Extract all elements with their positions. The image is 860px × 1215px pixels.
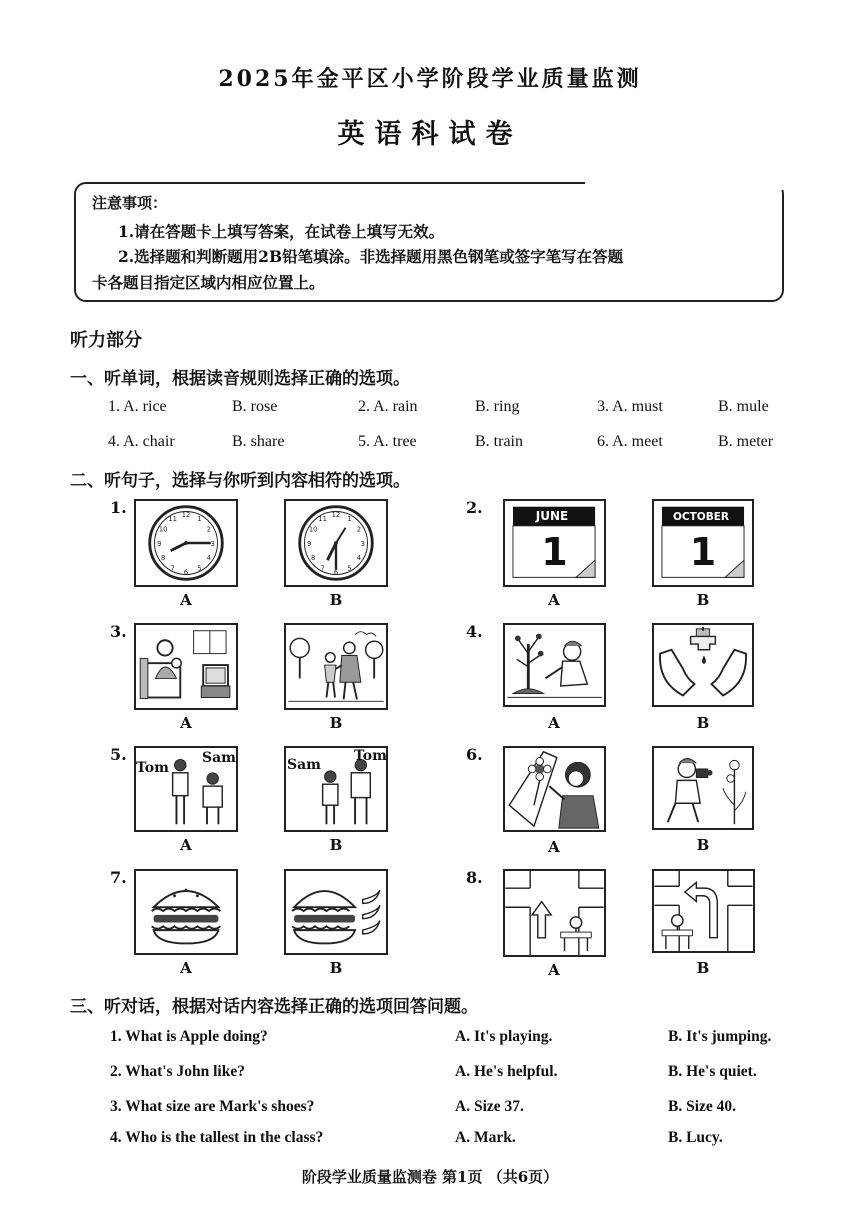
q5a-name-tom: Tom xyxy=(136,760,169,776)
s2-number-8: 8. xyxy=(466,868,483,887)
s2-number-3: 3. xyxy=(110,622,127,641)
s1-item-5-b: B. train xyxy=(475,433,523,450)
q5a-name-sam: Sam xyxy=(202,750,236,766)
planting-tree-picture xyxy=(503,623,606,707)
q3-label-a: A xyxy=(180,714,192,732)
s3-question-1-b: B. It's jumping. xyxy=(668,1028,772,1045)
svg-text:6: 6 xyxy=(183,568,189,577)
clock-quarter-past-eight-icon xyxy=(136,501,236,585)
clock-b-picture xyxy=(284,499,388,587)
hamburger-picture xyxy=(134,869,238,955)
q4-label-a: A xyxy=(548,714,560,732)
q5-label-a: A xyxy=(180,836,192,854)
svg-text:2: 2 xyxy=(206,525,212,534)
turn-left-picture xyxy=(652,869,755,953)
s2-number-5: 5. xyxy=(110,745,127,764)
page-footer: 阶段学业质量监测卷 第1页 （共6页） xyxy=(301,1168,559,1186)
girl-taking-photo-icon xyxy=(654,748,752,828)
svg-text:1: 1 xyxy=(197,515,202,524)
svg-text:8: 8 xyxy=(160,554,166,563)
s1-item-6-b: B. meter xyxy=(718,433,774,450)
s2-number-4: 4. xyxy=(466,622,483,641)
svg-text:8: 8 xyxy=(310,554,316,563)
s1-item-2-b: B. ring xyxy=(475,398,520,415)
calendar-a-day: 1 xyxy=(541,530,568,574)
hamburger-with-peppers-icon xyxy=(286,871,386,953)
s3-question-2-b: B. He's quiet. xyxy=(668,1063,757,1080)
q6-label-a: A xyxy=(548,838,560,856)
hamburger-icon xyxy=(136,871,236,953)
notice-line-3: 卡各题目指定区域内相应位置上。 xyxy=(92,273,325,292)
park-walk-picture xyxy=(284,623,388,710)
q7-label-b: B xyxy=(329,959,343,977)
s3-question-3-a: A. Size 37. xyxy=(455,1098,524,1115)
q2-label-b: B xyxy=(696,591,710,609)
exam-subtitle: 英语科试卷 xyxy=(337,119,523,150)
q3-label-b: B xyxy=(329,714,343,732)
go-straight-map-icon xyxy=(505,871,604,955)
svg-text:11: 11 xyxy=(168,515,177,524)
q6-label-b: B xyxy=(696,836,710,854)
svg-text:1: 1 xyxy=(347,515,352,524)
notice-title: 注意事项： xyxy=(92,194,168,212)
s1-item-1-a: 1. A. rice xyxy=(108,398,167,415)
s1-item-4-a: 4. A. chair xyxy=(108,433,175,450)
svg-text:3: 3 xyxy=(360,539,365,548)
s1-item-1-b: B. rose xyxy=(232,398,278,415)
svg-text:9: 9 xyxy=(157,539,162,548)
clock-a-picture xyxy=(134,499,238,587)
photo-picture xyxy=(652,746,754,830)
family-watching-tv-icon xyxy=(136,625,236,708)
q1-label-a: A xyxy=(180,591,192,609)
svg-text:7: 7 xyxy=(170,564,175,573)
calendar-b-month: OCTOBER xyxy=(673,511,729,523)
s1-item-3-a: 3. A. must xyxy=(597,398,663,415)
girl-drawing-flower-icon xyxy=(505,748,604,830)
svg-text:7: 7 xyxy=(320,564,325,573)
svg-text:3: 3 xyxy=(210,539,215,548)
q1-label-b: B xyxy=(329,591,343,609)
svg-text:11: 11 xyxy=(318,515,327,524)
section2-title: 二、听句子，选择与你听到内容相符的选项。 xyxy=(70,471,410,491)
q8-label-a: A xyxy=(548,961,560,979)
calendar-a-month: JUNE xyxy=(535,509,569,523)
svg-text:5: 5 xyxy=(197,564,202,573)
hamburger-fries-picture xyxy=(284,869,388,955)
s1-item-2-a: 2. A. rain xyxy=(358,398,418,415)
s1-item-3-b: B. mule xyxy=(718,398,769,415)
svg-text:6: 6 xyxy=(333,568,339,577)
svg-text:10: 10 xyxy=(308,525,318,534)
s2-number-2: 2. xyxy=(466,498,483,517)
s2-number-6: 6. xyxy=(466,745,483,764)
q5b-name-sam: Sam xyxy=(287,757,321,773)
svg-text:5: 5 xyxy=(347,564,352,573)
s3-question-1: 1. What is Apple doing? xyxy=(110,1028,268,1045)
s3-question-4: 4. Who is the tallest in the class? xyxy=(110,1129,324,1146)
s3-question-2: 2. What's John like? xyxy=(110,1063,245,1080)
q5-label-b: B xyxy=(329,836,343,854)
section1-title: 一、听单词，根据读音规则选择正确的选项。 xyxy=(70,369,410,389)
exam-title: 2025年金平区小学阶段学业质量监测 xyxy=(218,66,642,92)
clock-seven-thirty-icon xyxy=(286,501,386,585)
notice-box-gap xyxy=(585,176,785,190)
family-tv-picture xyxy=(134,623,238,710)
q5b-name-tom: Tom xyxy=(354,748,387,764)
svg-text:10: 10 xyxy=(158,525,168,534)
notice-line-2: 2.选择题和判断题用2B铅笔填涂。非选择题用黑色钢笔或签字笔写在答题 xyxy=(118,247,624,266)
svg-text:2: 2 xyxy=(356,525,362,534)
section3-title: 三、听对话，根据对话内容选择正确的选项回答问题。 xyxy=(70,997,478,1017)
svg-text:4: 4 xyxy=(356,554,362,563)
girl-planting-tree-icon xyxy=(505,625,604,705)
s3-question-2-a: A. He's helpful. xyxy=(455,1063,558,1080)
q4-label-b: B xyxy=(696,714,710,732)
notice-line-1: 1.请在答题卡上填写答案，在试卷上填写无效。 xyxy=(118,222,445,241)
turn-left-map-icon xyxy=(654,871,753,951)
save-water-picture xyxy=(652,623,754,707)
s3-question-4-a: A. Mark. xyxy=(455,1129,516,1146)
calendar-b-day: 1 xyxy=(689,530,717,574)
s1-item-4-b: B. share xyxy=(232,433,285,450)
s3-question-1-a: A. It's playing. xyxy=(455,1028,553,1045)
q7-label-a: A xyxy=(180,959,192,977)
s2-number-7: 7. xyxy=(110,868,127,887)
q8-label-b: B xyxy=(696,959,710,977)
q2-label-a: A xyxy=(548,591,560,609)
svg-text:9: 9 xyxy=(307,539,312,548)
svg-text:12: 12 xyxy=(181,511,191,520)
s1-item-6-a: 6. A. meet xyxy=(597,433,663,450)
s3-question-3-b: B. Size 40. xyxy=(668,1098,737,1115)
family-walking-park-icon xyxy=(286,625,386,708)
hands-under-tap-icon xyxy=(654,625,752,705)
svg-text:12: 12 xyxy=(331,511,341,520)
drawing-picture xyxy=(503,746,606,832)
s2-number-1: 1. xyxy=(110,498,127,517)
svg-text:4: 4 xyxy=(206,554,212,563)
s3-question-3: 3. What size are Mark's shoes? xyxy=(110,1098,315,1115)
s3-question-4-b: B. Lucy. xyxy=(668,1129,723,1146)
go-straight-picture xyxy=(503,869,606,957)
s1-item-5-a: 5. A. tree xyxy=(358,433,417,450)
part-title: 听力部分 xyxy=(70,330,142,351)
